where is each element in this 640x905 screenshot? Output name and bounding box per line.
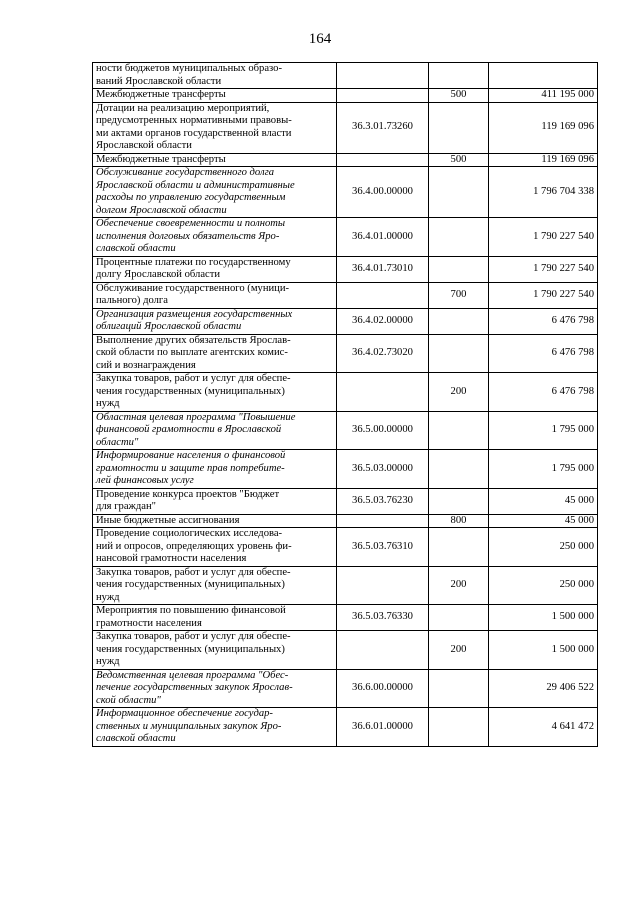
expense-type-cell: [429, 308, 489, 334]
amount-cell: 1 500 000: [489, 631, 598, 670]
expense-type-cell: [429, 63, 489, 89]
expense-name-line: ской области по выплате агентских комис-: [96, 347, 288, 358]
expense-name-line: сий и вознаграждения: [96, 359, 196, 371]
expense-name-line: Ведомственная целевая программа "Обес-: [96, 669, 289, 681]
expense-name-line: Обеспечение своевременности и полноты: [96, 218, 286, 229]
expense-name-line: ний и опросов, определяющих уровень фи-: [96, 540, 292, 552]
target-article-code-cell: 36.5.03.76330: [337, 605, 429, 631]
expense-name-line: ми актами органов государственной власти: [96, 127, 292, 139]
expense-name-line: Межбюджетные трансферты: [96, 153, 226, 165]
table-row: [93, 282, 598, 308]
expense-name-line: чения государственных (муниципальных): [96, 385, 285, 397]
table-row: [93, 411, 598, 450]
amount-cell: 1 795 000: [489, 450, 598, 489]
target-article-code-cell: 36.4.00.00000: [337, 167, 429, 218]
table-row: [93, 102, 598, 153]
expense-name-cell: [93, 167, 337, 218]
table-row: [93, 308, 598, 334]
table-row: [93, 89, 598, 103]
table-row: [93, 514, 598, 528]
expense-name-line: ности бюджетов муниципальных образо-: [96, 63, 282, 74]
expense-name-line: Обслуживание государственного долга: [96, 167, 274, 178]
amount-cell: 29 406 522: [489, 669, 598, 708]
amount-cell: 1 790 227 540: [489, 218, 598, 257]
table-row: [93, 218, 598, 257]
table-row: [93, 488, 598, 514]
expense-name-cell: [93, 488, 337, 514]
table-row: [93, 566, 598, 605]
target-article-code-cell: 36.6.01.00000: [337, 708, 429, 747]
amount-cell: 250 000: [489, 528, 598, 567]
target-article-code-cell: [337, 566, 429, 605]
budget-table: [92, 62, 598, 747]
expense-name-line: Процентные платежи по государственному: [96, 256, 291, 268]
expense-name-line: печение государственных закупок Ярослав-: [96, 682, 293, 693]
target-article-code-cell: [337, 89, 429, 103]
table-row: [93, 605, 598, 631]
expense-name-cell: [93, 308, 337, 334]
expense-name-line: Ярославской области и административные: [96, 179, 295, 191]
expense-name-line: Мероприятия по повышению финансовой: [96, 605, 286, 616]
target-article-code-cell: 36.4.01.00000: [337, 218, 429, 257]
expense-name-cell: [93, 102, 337, 153]
expense-type-cell: 500: [429, 89, 489, 103]
expense-name-line: нужд: [96, 591, 120, 603]
table-row: [93, 708, 598, 747]
expense-name-line: грамотности и защите прав потребите-: [96, 462, 285, 474]
expense-name-line: пального) долга: [96, 295, 168, 306]
expense-name-line: ской области": [96, 694, 161, 706]
table-row: [93, 528, 598, 567]
budget-table-body: [93, 63, 598, 747]
expense-type-cell: [429, 528, 489, 567]
expense-name-line: расходы по управлению государственным: [96, 192, 286, 203]
expense-name-cell: [93, 514, 337, 528]
expense-name-line: Проведение социологических исследова-: [96, 528, 283, 539]
table-row: [93, 450, 598, 489]
target-article-code-cell: 36.4.02.00000: [337, 308, 429, 334]
amount-cell: 6 476 798: [489, 334, 598, 373]
amount-cell: 6 476 798: [489, 373, 598, 412]
expense-name-line: для граждан": [96, 501, 156, 512]
table-row: [93, 167, 598, 218]
expense-name-cell: [93, 218, 337, 257]
expense-name-line: славской области: [96, 243, 176, 254]
table-row: [93, 63, 598, 89]
table-row: [93, 334, 598, 373]
expense-name-line: Информационное обеспечение государ-: [96, 708, 273, 719]
target-article-code-cell: [337, 63, 429, 89]
expense-name-line: облигаций Ярославской области: [96, 321, 242, 332]
expense-name-line: грамотности населения: [96, 617, 202, 629]
target-article-code-cell: 36.5.03.00000: [337, 450, 429, 489]
expense-name-cell: [93, 669, 337, 708]
expense-name-line: Организация размещения государственных: [96, 308, 293, 320]
expense-type-cell: 200: [429, 631, 489, 670]
amount-cell: 411 195 000: [489, 89, 598, 103]
table-row: [93, 153, 598, 167]
expense-name-line: Иные бюджетные ассигнования: [96, 514, 240, 526]
expense-type-cell: [429, 708, 489, 747]
amount-cell: 119 169 096: [489, 102, 598, 153]
amount-cell: 1 790 227 540: [489, 256, 598, 282]
target-article-code-cell: 36.3.01.73260: [337, 102, 429, 153]
expense-name-cell: [93, 566, 337, 605]
expense-name-line: нужд: [96, 656, 120, 667]
expense-type-cell: [429, 334, 489, 373]
amount-cell: [489, 63, 598, 89]
expense-name-line: Межбюджетные трансферты: [96, 89, 226, 100]
amount-cell: 45 000: [489, 514, 598, 528]
expense-name-line: долгу Ярославской области: [96, 269, 221, 280]
expense-name-line: предусмотренных нормативными правовы-: [96, 115, 292, 126]
target-article-code-cell: [337, 153, 429, 167]
expense-name-cell: [93, 450, 337, 489]
expense-type-cell: [429, 450, 489, 489]
expense-type-cell: [429, 488, 489, 514]
expense-name-line: области": [96, 436, 139, 448]
target-article-code-cell: 36.5.03.76310: [337, 528, 429, 567]
target-article-code-cell: 36.5.03.76230: [337, 488, 429, 514]
amount-cell: 250 000: [489, 566, 598, 605]
expense-name-line: нансовой грамотности населения: [96, 553, 247, 564]
expense-type-cell: 700: [429, 282, 489, 308]
expense-type-cell: [429, 256, 489, 282]
expense-name-cell: [93, 282, 337, 308]
expense-name-line: Закупка товаров, работ и услуг для обеспе-: [96, 566, 291, 578]
expense-name-cell: [93, 256, 337, 282]
expense-type-cell: [429, 605, 489, 631]
table-row: [93, 256, 598, 282]
expense-type-cell: 500: [429, 153, 489, 167]
expense-name-line: Информирование населения о финансовой: [96, 450, 286, 461]
expense-type-cell: [429, 218, 489, 257]
expense-name-line: долгом Ярославской области: [96, 204, 227, 216]
expense-name-cell: [93, 89, 337, 103]
expense-name-line: Обслуживание государственного (муници-: [96, 282, 290, 294]
target-article-code-cell: 36.5.00.00000: [337, 411, 429, 450]
target-article-code-cell: [337, 282, 429, 308]
expense-name-cell: [93, 631, 337, 670]
expense-type-cell: [429, 669, 489, 708]
expense-name-line: финансовой грамотности в Ярославской: [96, 424, 282, 435]
expense-name-line: Закупка товаров, работ и услуг для обеспе-: [96, 631, 291, 642]
expense-type-cell: 200: [429, 373, 489, 412]
expense-name-line: нужд: [96, 398, 120, 409]
expense-type-cell: [429, 102, 489, 153]
expense-name-line: Выполнение других обязательств Ярослав-: [96, 334, 291, 346]
expense-type-cell: [429, 411, 489, 450]
expense-name-cell: [93, 153, 337, 167]
expense-name-cell: [93, 63, 337, 89]
expense-name-line: ственных и муниципальных закупок Яро-: [96, 720, 282, 732]
amount-cell: 1 790 227 540: [489, 282, 598, 308]
target-article-code-cell: 36.4.02.73020: [337, 334, 429, 373]
amount-cell: 1 500 000: [489, 605, 598, 631]
expense-name-cell: [93, 373, 337, 412]
expense-name-line: исполнения долговых обязательств Яро-: [96, 230, 280, 242]
expense-name-line: чения государственных (муниципальных): [96, 643, 285, 655]
target-article-code-cell: 36.4.01.73010: [337, 256, 429, 282]
target-article-code-cell: [337, 514, 429, 528]
expense-name-line: Закупка товаров, работ и услуг для обеспе-: [96, 373, 291, 384]
table-row: [93, 373, 598, 412]
expense-name-line: лей финансовых услуг: [96, 475, 194, 486]
expense-type-cell: 800: [429, 514, 489, 528]
target-article-code-cell: [337, 373, 429, 412]
expense-name-line: Проведение конкурса проектов "Бюджет: [96, 488, 280, 500]
expense-name-cell: [93, 708, 337, 747]
amount-cell: 1 796 704 338: [489, 167, 598, 218]
amount-cell: 119 169 096: [489, 153, 598, 167]
amount-cell: 6 476 798: [489, 308, 598, 334]
expense-name-line: ваний Ярославской области: [96, 75, 222, 87]
amount-cell: 45 000: [489, 488, 598, 514]
expense-type-cell: 200: [429, 566, 489, 605]
target-article-code-cell: [337, 631, 429, 670]
expense-type-cell: [429, 167, 489, 218]
amount-cell: 1 795 000: [489, 411, 598, 450]
expense-name-cell: [93, 334, 337, 373]
table-row: [93, 669, 598, 708]
expense-name-line: чения государственных (муниципальных): [96, 579, 285, 590]
expense-name-line: Ярославской области: [96, 140, 192, 151]
page-number: 164: [308, 31, 332, 47]
expense-name-cell: [93, 528, 337, 567]
expense-name-cell: [93, 411, 337, 450]
table-row: [93, 631, 598, 670]
expense-name-cell: [93, 605, 337, 631]
amount-cell: 4 641 472: [489, 708, 598, 747]
expense-name-line: славской области: [96, 733, 176, 744]
target-article-code-cell: 36.6.00.00000: [337, 669, 429, 708]
expense-name-line: Областная целевая программа "Повышение: [96, 411, 296, 423]
expense-name-line: Дотации на реализацию мероприятий,: [96, 102, 270, 114]
